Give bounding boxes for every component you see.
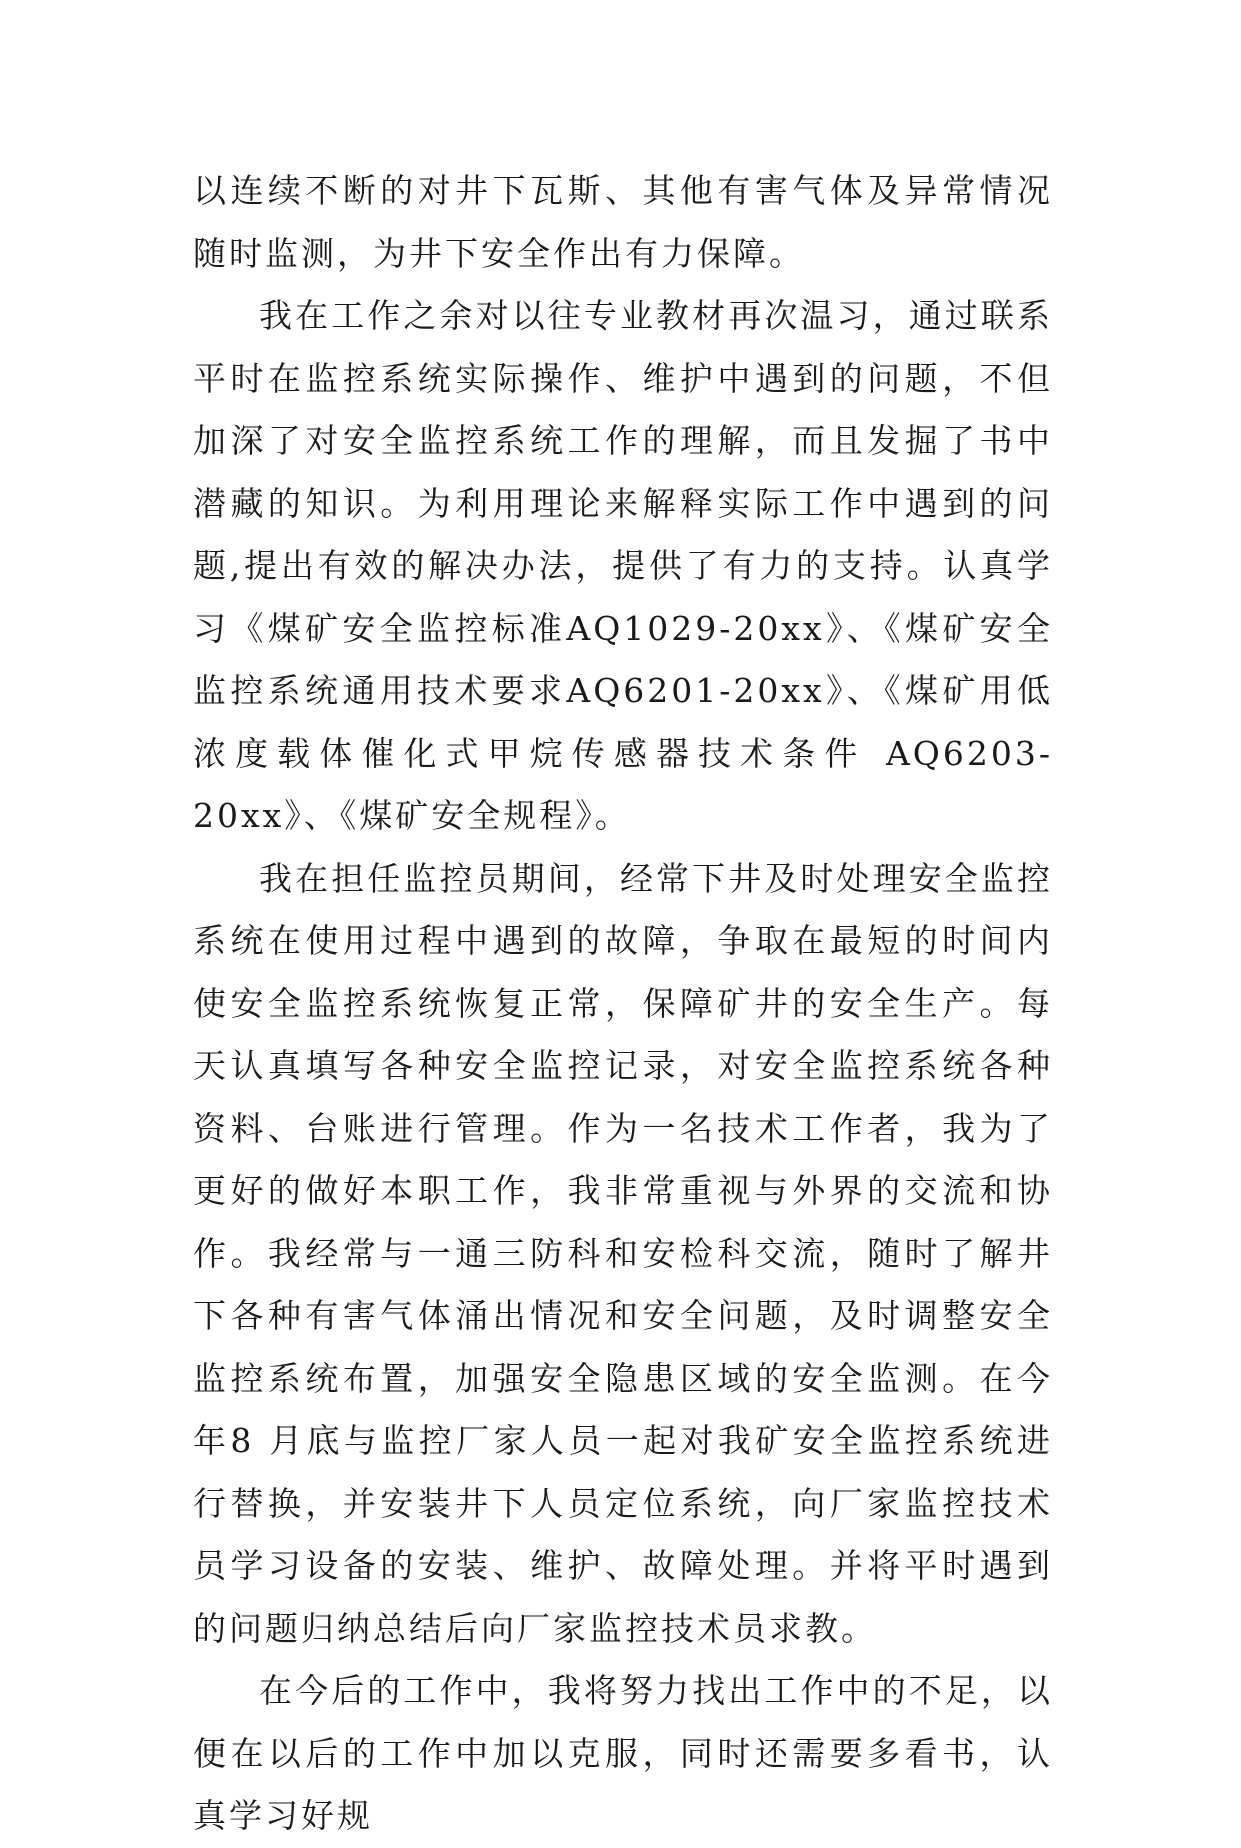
paragraph-1: 以连续不断的对井下瓦斯、其他有害气体及异常情况随时监测，为井下安全作出有力保障。 xyxy=(193,171,1053,273)
paragraph-2: 我在工作之余对以往专业教材再次温习，通过联系平时在监控系统实际操作、维护中遇到的问题，不但加深了对安全监控系统工作的理解，而且发掘了书中潜藏的知识。为利用理论来解释实际工作中遇到的问题,提出有效的解决办法，提供了有力的支持。认真学习《煤矿安全监控标准AQ1029-20xx》、《煤矿安全监控系统通用技术要求AQ6201-20xx》、《煤矿用低浓度载体催化式甲烷传感器技术条件 AQ6203-20xx》、《煤矿安全规程》。 xyxy=(193,296,1053,835)
body-text xyxy=(193,160,1053,1848)
paragraph-3: 我在担任监控员期间，经常下井及时处理安全监控系统在使用过程中遇到的故障，争取在最短的时间内使安全监控系统恢复正常，保障矿井的安全生产。每天认真填写各种安全监控记录，对安全监控系统各种资料、台账进行管理。作为一名技术工作者，我为了更好的做好本职工作，我非常重视与外界的交流和协作。我经常与一通三防科和安检科交流，随时了解井下各种有害气体涌出情况和安全问题，及时调整安全监控系统布置，加强安全隐患区域的安全监测。在今年8 月底与监控厂家人员一起对我矿安全监控系统进行替换，并安装井下人员定位系统，向厂家监控技术员学习设备的安装、维护、故障处理。并将平时遇到的问题归纳总结后向厂家监控技术员求教。 xyxy=(193,858,1053,1648)
paragraph-4: 在今后的工作中，我将努力找出工作中的不足，以便在以后的工作中加以克服，同时还需要多看书，认真学习好规 xyxy=(193,1671,1053,1835)
